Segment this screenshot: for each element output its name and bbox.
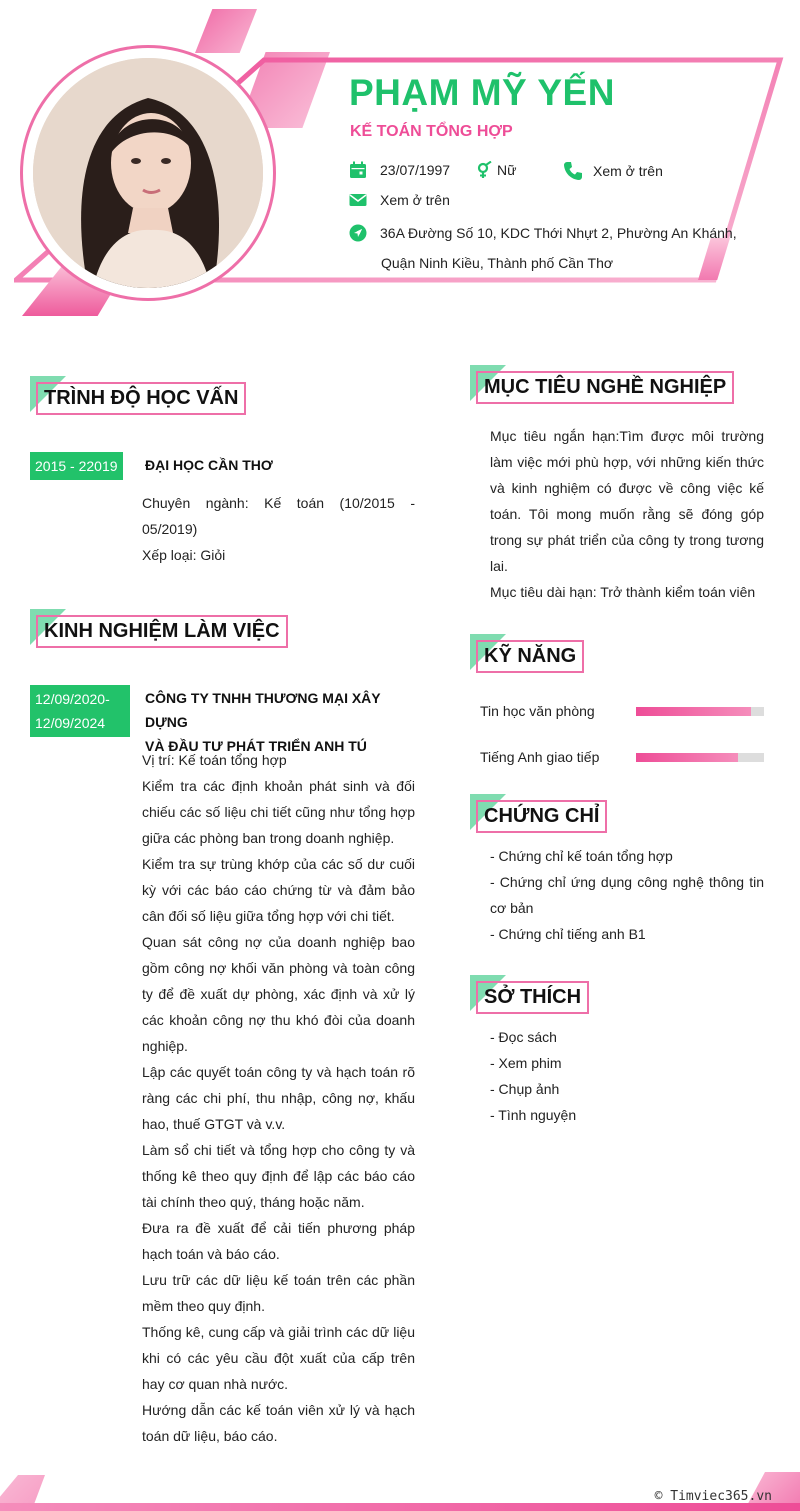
email: Xem ở trên <box>380 192 450 208</box>
experience-line: Vị trí: Kế toán tổng hợp <box>142 752 287 768</box>
gender: Nữ <box>497 162 517 178</box>
job-title: KẾ TOÁN TỔNG HỢP <box>350 123 513 140</box>
avatar <box>33 58 263 288</box>
gender-row <box>475 161 516 179</box>
calendar-icon <box>349 161 367 179</box>
address-row <box>349 224 737 242</box>
header-deco-top-slab <box>195 9 257 53</box>
skill-bar-fill <box>636 707 751 716</box>
hobbies-list <box>490 1024 764 1128</box>
phone: Xem ở trên <box>593 163 663 179</box>
experience-line: Lập các quyết toán công ty và hạch toán rõ ràng các chi phí, thu nhập, công nợ, khấu hao, thuế GTGT và v.v. <box>142 1064 415 1132</box>
certificates-heading <box>470 794 630 840</box>
skill-label: Tin học văn phòng <box>480 703 595 719</box>
education-heading <box>30 376 270 422</box>
hobbies-heading <box>470 975 630 1021</box>
skills-heading <box>470 634 610 680</box>
experience-line: Kiểm tra các định khoản phát sinh và đối chiếu các số liệu chi tiết cũng như tổng hợp giữa các phòng ban trong doanh nghiệp. <box>142 778 415 846</box>
objective-long-term: Mục tiêu dài hạn: Trở thành kiểm toán viên <box>490 584 756 600</box>
objective-details <box>490 423 764 605</box>
hobby-item: - Đọc sách <box>490 1029 557 1045</box>
email-row <box>349 191 450 209</box>
hobby-item: - Chụp ảnh <box>490 1081 560 1097</box>
certificates-list <box>490 843 764 947</box>
experience-heading-text: KINH NGHIỆM LÀM VIỆC <box>36 615 288 648</box>
phone-row <box>563 161 663 181</box>
gender-icon <box>475 161 493 179</box>
school-name: ĐẠI HỌC CẦN THƠ <box>145 457 273 473</box>
education-heading-text: TRÌNH ĐỘ HỌC VẤN <box>36 382 246 415</box>
portrait-image <box>33 58 263 288</box>
experience-details <box>142 747 415 1449</box>
education-date: 2015 - 22019 <box>30 452 123 480</box>
experience-line: Kiểm tra sự trùng khớp của các số dư cuối kỳ với các báo cáo chứng từ và đảm bảo cân đối số liệu giữa tổng hợp với chi tiết. <box>142 856 415 924</box>
experience-line: Đưa ra đề xuất để cải tiến phương pháp hạch toán và báo cáo. <box>142 1220 415 1262</box>
experience-date-end: 12/09/2024 <box>35 715 106 731</box>
certificate-item: - Chứng chỉ ứng dụng công nghệ thông tin cơ bản <box>490 874 764 916</box>
experience-heading <box>30 609 290 655</box>
footer-band <box>0 1503 800 1511</box>
company-name-line-1: CÔNG TY TNHH THƯƠNG MẠI XÂY DỰNG <box>145 690 381 730</box>
certificate-item: - Chứng chỉ tiếng anh B1 <box>490 926 646 942</box>
experience-date <box>30 685 130 737</box>
avatar-frame <box>20 45 276 301</box>
experience-line: Quan sát công nợ của doanh nghiệp bao gồm công nợ khối văn phòng và toàn công ty để đề xuất dự phòng, xác định và xử lý các khoản công nợ thu khó đòi của doanh nghiệp. <box>142 934 415 1054</box>
education-details <box>142 490 415 568</box>
company-name-line-2: VÀ ĐẦU TƯ PHÁT TRIỂN ANH TÚ <box>145 738 367 754</box>
objective-short-term: Mục tiêu ngắn hạn:Tìm được môi trường làm việc mới phù hợp, với những kiến thức và kinh nghiệm có được về công việc kế toán. Tôi mong muốn rằng sẽ đóng góp trong sự phát triển của công ty trong tương lai. <box>490 428 764 574</box>
education-major: Chuyên ngành: Kế toán (10/2015 - 05/2019) <box>142 495 415 537</box>
candidate-name: PHẠM MỸ YẾN <box>349 72 615 113</box>
certificate-item: - Chứng chỉ kế toán tổng hợp <box>490 848 673 864</box>
education-grade: Xếp loại: Giỏi <box>142 547 226 563</box>
skill-bar-fill <box>636 753 738 762</box>
location-icon <box>349 224 367 242</box>
address-line-2-row <box>381 255 613 271</box>
experience-date-start: 12/09/2020- <box>35 691 110 707</box>
skill-label: Tiếng Anh giao tiếp <box>480 749 600 765</box>
phone-icon <box>563 161 583 181</box>
experience-line: Thống kê, cung cấp và giải trình các dữ liệu khi có các yêu cầu đột xuất của cấp trên hay cơ quan nhà nước. <box>142 1324 415 1392</box>
hobby-item: - Tình nguyện <box>490 1107 577 1123</box>
experience-line: Hướng dẫn các kế toán viên xử lý và hạch toán dữ liệu, báo cáo. <box>142 1402 415 1444</box>
skill-bar <box>636 753 764 762</box>
experience-line: Lưu trữ các dữ liệu kế toán trên các phần mềm theo quy định. <box>142 1272 415 1314</box>
birthdate: 23/07/1997 <box>380 162 451 178</box>
copyright: © Timviec365.vn <box>654 1489 772 1504</box>
hobbies-heading-text: SỞ THÍCH <box>476 981 589 1014</box>
objective-heading-text: MỤC TIÊU NGHỀ NGHIỆP <box>476 371 734 404</box>
experience-line: Làm sổ chi tiết và tổng hợp cho công ty và thống kê theo quy định để lập các báo cáo tài chính theo quý, tháng hoặc năm. <box>142 1142 415 1210</box>
hobby-item: - Xem phim <box>490 1055 562 1071</box>
birthdate-row <box>349 161 450 179</box>
skill-bar <box>636 707 764 716</box>
address-line-2: Quận Ninh Kiều, Thành phố Cần Thơ <box>381 255 614 271</box>
skills-heading-text: KỸ NĂNG <box>476 640 584 673</box>
address-line-1: 36A Đường Số 10, KDC Thới Nhựt 2, Phường An Khánh, <box>380 225 737 241</box>
email-icon <box>349 191 367 209</box>
objective-heading <box>470 365 730 411</box>
certificates-heading-text: CHỨNG CHỈ <box>476 800 607 833</box>
